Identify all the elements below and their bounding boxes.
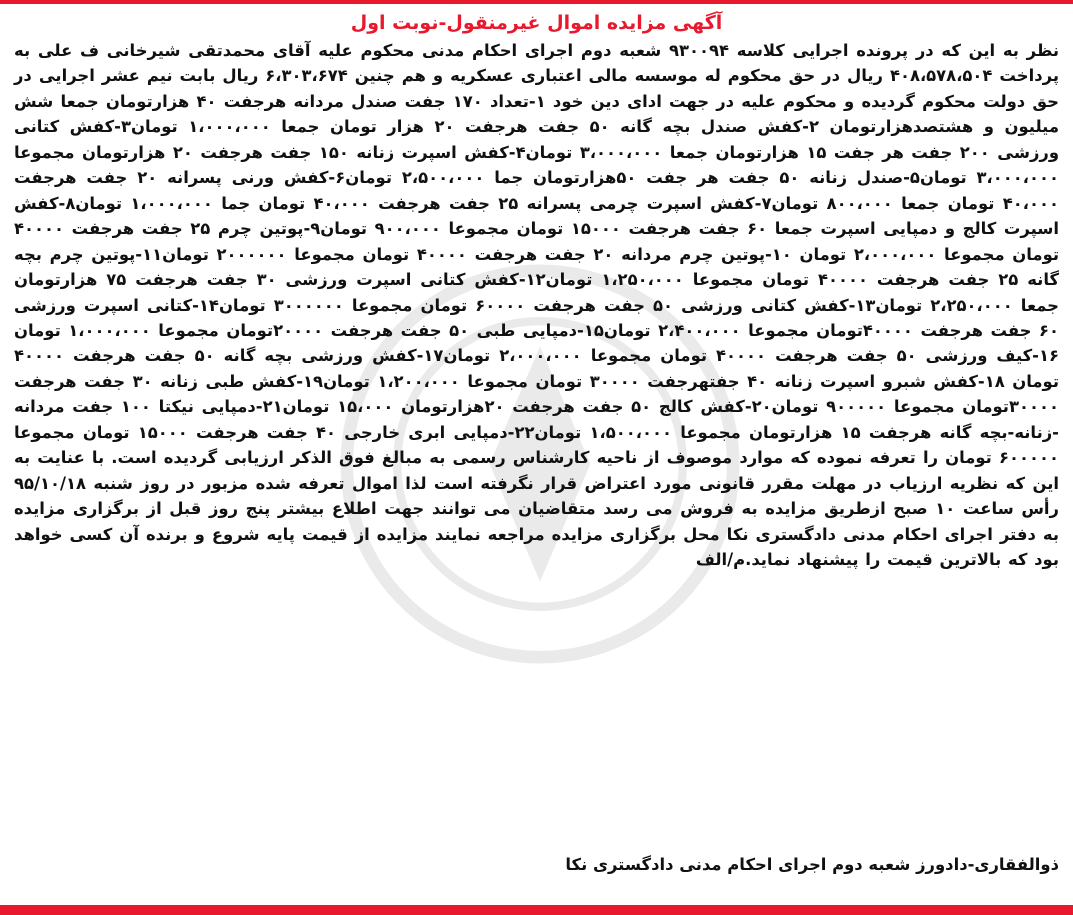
notice-title: آگهی مزایده اموال غیرمنقول-نوبت اول <box>350 12 723 34</box>
notice-signature: ذوالفقاری-دادورز شعبه دوم اجرای احکام مدنی دادگستری نکا <box>565 855 1059 874</box>
notice-body: نظر به این که در پرونده اجرایی کلاسه ۹۳۰۰۹۴ شعبه دوم اجرای احکام مدنی محکوم علیه آقای محمدتقی شیرخانی ف علی به پرداخت ۴۰۸،۵۷۸،۵۰۴ ریال در حق محکوم له موسسه مالی اعتباری عسکریه و هم چنین ۶،۳۰۳،۶۷۴ ریال بابت نیم عشر اجرایی در حق دولت محکوم گردیده و محکوم علیه در جهت ادای دین خود ۱-تعداد ۱۷۰ جفت صندل مردانه هرجفت ۴۰ هزارتومان جمعا شش میلیون و هشتصدهزارتومان ۲-کفش صندل بچه گانه ۵۰ جفت هرجفت ۲۰ هزار تومان جمعا ۱،۰۰۰،۰۰۰ تومان۳-کفش کتانی ورزشی ۲۰۰ جفت هر جفت ۱۵ هزارتومان جمعا ۳،۰۰۰،۰۰۰ تومان۴-کفش اسپرت زنانه ۱۵۰ جفت هرجفت ۲۰ هزارتومان مجموعا ۳،۰۰۰،۰۰۰ تومان۵-صندل زنانه ۵۰ جفت هر جفت ۵۰هزارتومان جما ۲،۵۰۰،۰۰۰ تومان۶-کفش ورنی پسرانه ۲۰ جفت هرجفت ۴۰،۰۰۰ تومان جمعا ۸۰۰،۰۰۰ تومان۷-کفش اسپرت چرمی پسرانه ۲۵ جفت هرجفت ۴۰،۰۰۰ تومان جما ۱،۰۰۰،۰۰۰ تومان۸-کفش اسپرت کالج و دمپایی اسپرت جمعا ۶۰ جفت هرجفت ۱۵۰۰۰ تومان مجموعا ۹۰۰،۰۰۰ تومان۹-پوتین چرم ۲۵ جفت هرجفت ۴۰۰۰۰ تومان مجموعا ۲،۰۰۰،۰۰۰ تومان ۱۰-پوتین چرم مردانه ۲۰ جفت هرجفت ۴۰۰۰۰ تومان مجموعا ۲۰۰۰۰۰۰ تومان۱۱-پوتین چرم بچه گانه ۲۵ جفت هرجفت ۴۰۰۰۰ تومان مجموعا ۱،۲۵۰،۰۰۰ تومان۱۲-کفش کتانی اسپرت ورزشی ۳۰ جفت هرجفت ۷۵ هزارتومان جمعا ۲،۲۵۰،۰۰۰ تومان۱۳-کفش کتانی ورزشی ۵۰ جفت هرجفت ۶۰۰۰۰ تومان مجموعا ۳۰۰۰۰۰۰ تومان۱۴-کتانی اسپرت ورزشی ۶۰ جفت هرجفت ۴۰۰۰۰تومان مجموعا ۲،۴۰۰،۰۰۰ تومان۱۵-دمپایی طبی ۵۰ جفت هرجفت ۲۰۰۰۰تومان مجموعا ۱،۰۰۰،۰۰۰ تومان ۱۶-کیف ورزشی ۵۰ جفت هرجفت ۴۰۰۰۰ تومان مجموعا ۲،۰۰۰،۰۰۰ تومان۱۷-کفش ورزشی بچه گانه ۵۰ جفت هرجفت ۴۰۰۰۰ تومان ۱۸-کفش شبرو اسپرت زنانه ۴۰ جفتهرجفت ۳۰۰۰۰ تومان مجموعا ۱،۲۰۰،۰۰۰ تومان۱۹-کفش طبی زنانه ۳۰ جفت هرجفت ۳۰۰۰۰تومان مجموعا ۹۰۰۰۰۰ تومان۲۰-کفش کالج ۵۰ جفت هرجفت ۲۰هزارتومان ۱۵،۰۰۰ تومان۲۱-دمپایی نیکتا ۱۰۰ جفت مردانه -زنانه-بچه گانه هرجفت ۱۵ هزارتومان مجموعا ۱،۵۰۰،۰۰۰ تومان۲۲-دمپایی ابری خارجی ۴۰ جفت هرجفت ۱۵۰۰۰ تومان مجموعا ۶۰۰۰۰۰ تومان را تعرفه نموده که موارد موصوف از ناحیه کارشناس رسمی به مبالغ فوق الذکر ارزیابی گردیده است. با عنایت به این که نظریه ارزیاب در مهلت مقرر قانونی مورد اعتراض قرار نگرفته است لذا اموال تعرفه شده مزبور در روز شنبه ۹۵/۱۰/۱۸ رأس ساعت ۱۰ صبح ازطریق مزایده به فروش می رسد متقاضیان می توانند جهت اطلاع بیشتر پنج روز قبل از برگزاری مزایده به دفتر اجرای احکام مدنی دادگستری نکا محل برگزاری مزایده مراجعه نمایند مزایده از قیمت پایه شروع و برنده آن کسی خواهد بود که بالاترین قیمت را پیشنهاد نماید.م/الف <box>14 41 1060 570</box>
